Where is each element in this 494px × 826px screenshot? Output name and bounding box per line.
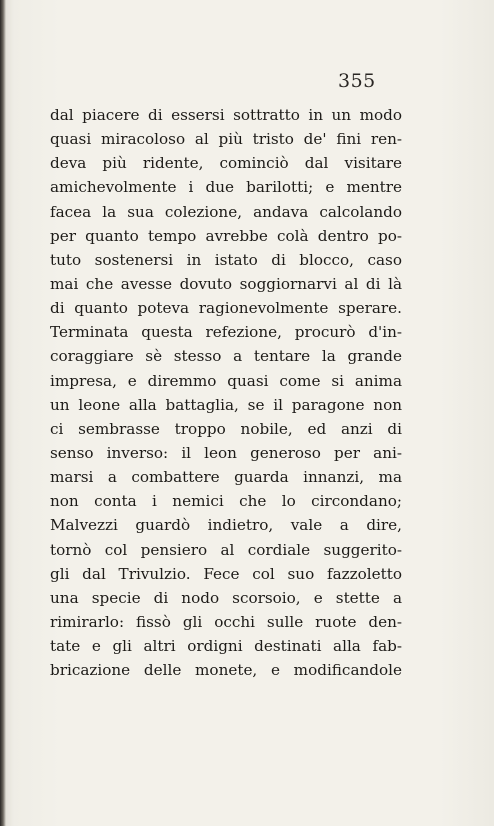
- body-text: [50, 103, 402, 682]
- text-line: ci sembrasse troppo nobile, ed anzi di: [50, 419, 402, 438]
- text-line: amichevolmente i due barilotti; e mentre: [50, 178, 402, 197]
- text-line: tate e gli altri ordigni destinati alla fab-: [50, 637, 402, 656]
- page-number: 355: [338, 70, 376, 92]
- text-line: facea la sua colezione, andava calcolando: [50, 202, 402, 221]
- text-line: Malvezzi guardò indietro, vale a dire,: [50, 516, 402, 535]
- text-line: non conta i nemici che lo circondano;: [50, 492, 402, 511]
- text-line: senso inverso: il leon generoso per ani-: [50, 443, 402, 462]
- text-line: per quanto tempo avrebbe colà dentro po-: [50, 226, 402, 245]
- text-line: coraggiare sè stesso a tentare la grande: [50, 347, 402, 366]
- text-line: marsi a combattere guarda innanzi, ma: [50, 468, 402, 487]
- text-line: rimirarlo: fissò gli occhi sulle ruote den-: [50, 612, 402, 631]
- binding-edge: [0, 0, 6, 826]
- text-line: bricazione delle monete, e modificandole: [50, 661, 402, 680]
- text-line: tornò col pensiero al cordiale suggerito-: [50, 540, 402, 559]
- text-line: di quanto poteva ragionevolmente sperare.: [50, 299, 402, 318]
- text-line: un leone alla battaglia, se il paragone non: [50, 395, 402, 414]
- text-line: Terminata questa refezione, procurò d'in-: [50, 323, 402, 342]
- text-line: gli dal Trivulzio. Fece col suo fazzoletto: [50, 564, 402, 583]
- text-line: una specie di nodo scorsoio, e stette a: [50, 588, 402, 607]
- text-line: dal piacere di essersi sottratto in un modo: [50, 106, 402, 124]
- text-line: tuto sostenersi in istato di blocco, caso: [50, 250, 402, 269]
- text-line: mai che avesse dovuto soggiornarvi al di là: [50, 274, 402, 293]
- text-line: deva più ridente, cominciò dal visitare: [50, 154, 402, 173]
- text-line: quasi miracoloso al più tristo de' fini ren-: [50, 130, 402, 149]
- text-line: impresa, e diremmo quasi come si anima: [50, 371, 402, 390]
